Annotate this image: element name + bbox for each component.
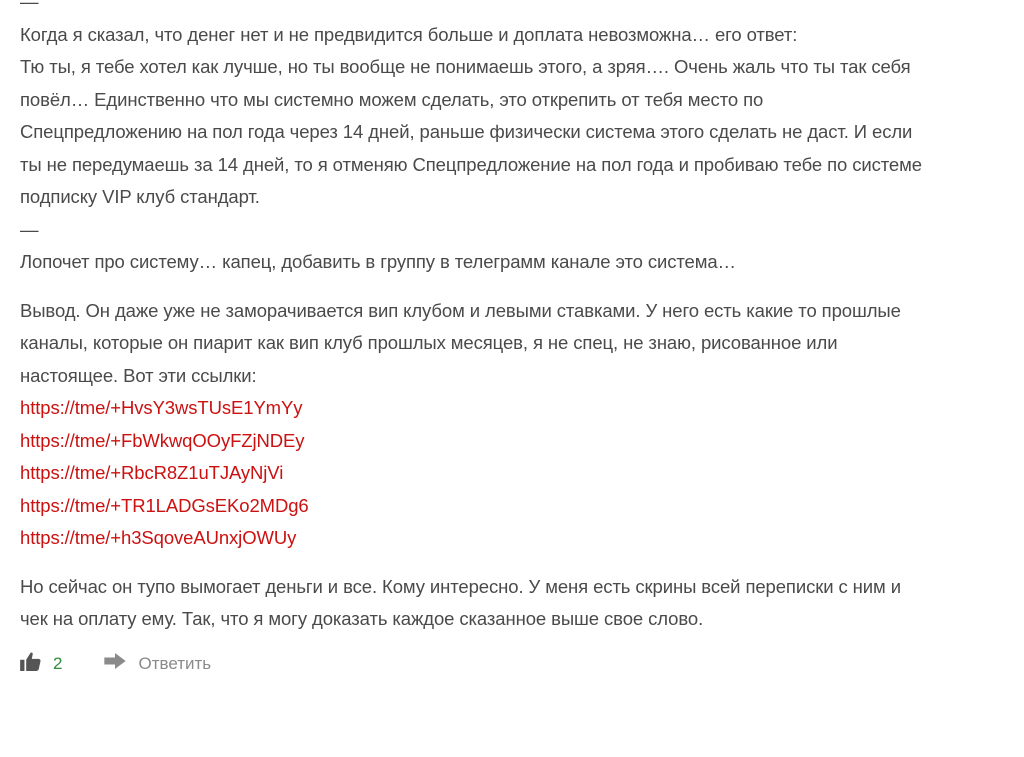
comment-line-5: ты не передумаешь за 14 дней, то я отменяю Спецпредложение на пол года и пробиваю тебе по системе (20, 153, 922, 175)
comment-line-10: настоящее. Вот эти ссылки: (20, 364, 257, 386)
reply-arrow-icon (104, 653, 138, 674)
telegram-link-2[interactable]: https://tme/+FbWkwqOOyFZjNDEy (20, 429, 305, 451)
reply-button[interactable] (104, 653, 211, 674)
comment-line-6: подписку VIP клуб стандарт. (20, 186, 260, 207)
comment-line-8: Вывод. Он даже уже не заморачивается вип клубом и левыми ставками. У него есть какие то прошлые (20, 299, 901, 321)
comment-line-9: каналы, которые он пиарит как вип клуб прошлых месяцев, я не спец, не знаю, рисованное или (20, 332, 838, 353)
telegram-link-5[interactable]: https://tme/+h3SqoveAUnxjOWUy (20, 527, 297, 548)
comment-line-12: чек на оплату ему. Так, что я могу доказать каждое сказанное выше свое слово. (20, 608, 704, 629)
comment-line-1: Когда я сказал, что денег нет и не предвидится больше и доплата невозможна… его ответ: (20, 23, 798, 45)
thumbs-up-icon (20, 652, 41, 676)
comment-line-2: Тю ты, я тебе хотел как лучше, но ты вообще не понимаешь этого, а зряя…. Очень жаль что ты так себя (20, 56, 911, 77)
comment-line-3: повёл… Единственно что мы системно можем сделать, это открепить от тебя место по (20, 88, 764, 110)
comment-line-11: Но сейчас он тупо вымогает деньги и все. Кому интересно. У меня есть скрины всей переписки с ним и (20, 575, 901, 597)
telegram-link-4[interactable]: https://tme/+TR1LADGsEKo2MDg6 (20, 494, 309, 516)
paragraph-gap (20, 555, 1010, 571)
reply-label: Ответить (138, 653, 212, 673)
telegram-link-1[interactable]: https://tme/+HvsY3wsTUsE1YmYy (20, 397, 303, 418)
comment-body (20, 0, 1010, 636)
comment-line-4: Спецпредложению на пол года через 14 дней, раньше физически система этого сделать не даст. И если (20, 121, 913, 142)
like-count: 2 (53, 653, 63, 673)
like-button[interactable] (20, 652, 62, 676)
separator-dash-top: — (20, 0, 39, 12)
comment-line-7: Лопочет про систему… капец, добавить в группу в телеграмм канале это система… (20, 251, 736, 272)
separator-dash-mid: — (20, 218, 39, 240)
paragraph-gap (20, 279, 1010, 295)
telegram-link-3[interactable]: https://tme/+RbcR8Z1uTJAyNjVi (20, 462, 284, 483)
comment-actions (20, 652, 1010, 676)
